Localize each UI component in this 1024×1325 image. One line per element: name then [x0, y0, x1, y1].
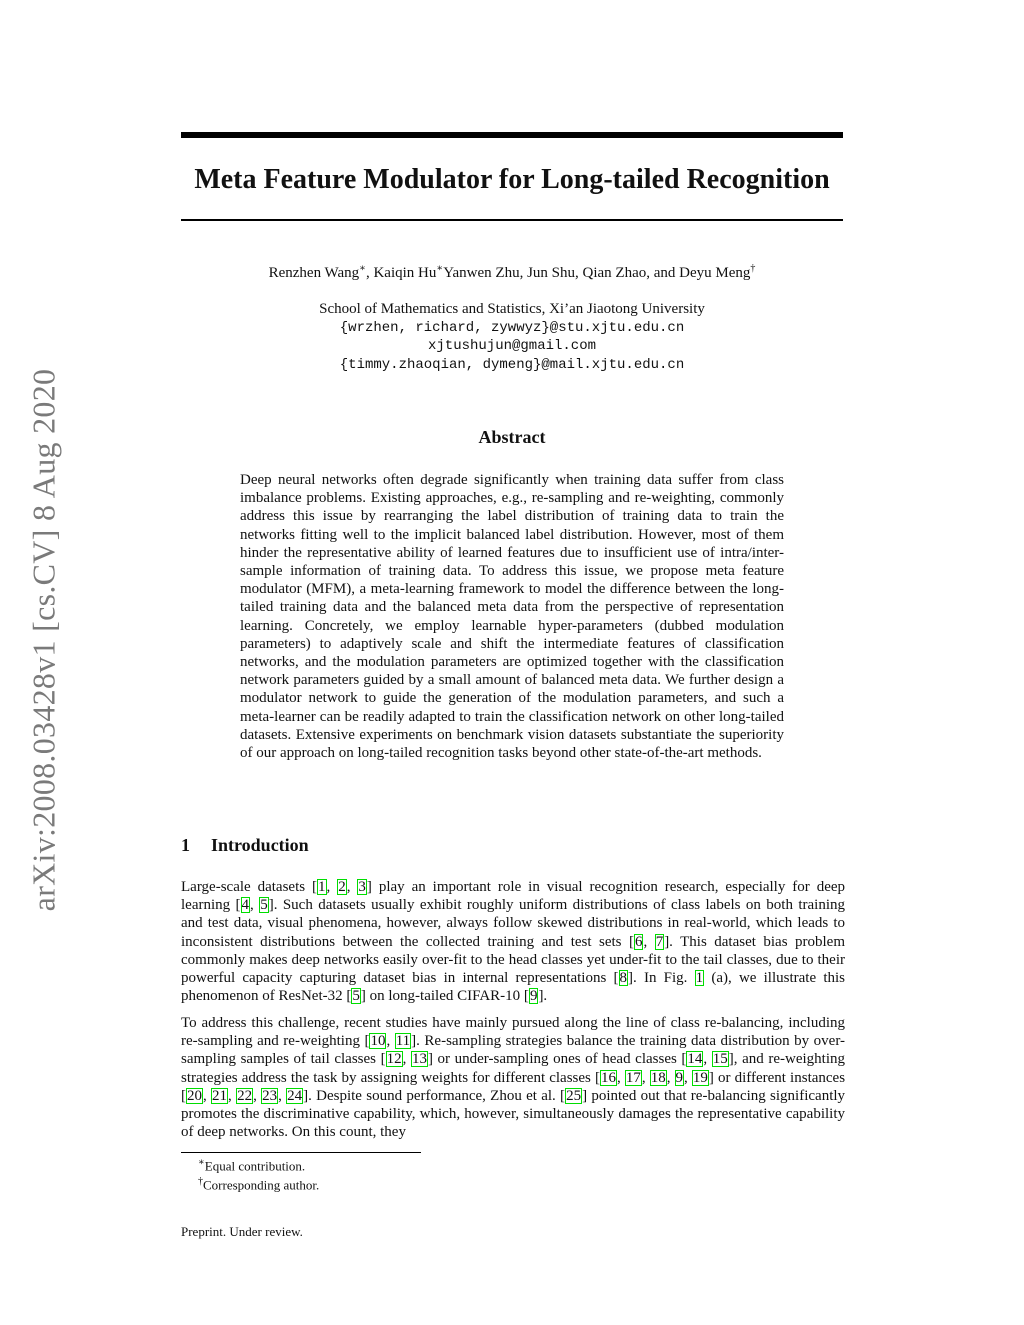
title-rule-top	[181, 132, 843, 138]
citation-separator: ,	[326, 879, 338, 895]
citation-link[interactable]: 9	[529, 988, 538, 1005]
citation-separator: ,	[386, 1033, 395, 1050]
citation-separator: ,	[250, 897, 260, 914]
paragraph-text: ]. This dataset bias problem commonly makes deep networks easily over-fit to the head classes yet under-fit to the tail classes, due to their powerful capacity capturing dataset bias in internal representations [	[181, 933, 845, 987]
citation-separator: ,	[203, 1087, 212, 1104]
citation-link[interactable]: 23	[262, 1087, 278, 1104]
paragraph-text: (a), we illustrate this phenomenon of ResNet-32 [	[181, 970, 846, 1005]
citation-link[interactable]: 7	[655, 933, 664, 950]
footnote-equal-contribution	[198, 1157, 305, 1174]
citation-separator: ,	[684, 1069, 692, 1086]
paragraph-text: To address this challenge, recent studies have mainly pursued along the line of class re-balancing, including re-sampling and re-weighting [	[181, 1015, 845, 1050]
citation-link[interactable]: 21	[212, 1087, 228, 1104]
author-name: Yanwen Zhu, Jun Shu, Qian Zhao, and Deyu Meng	[443, 265, 751, 281]
email-line: {wrzhen, richard, zywwyz}@stu.xjtu.edu.cn	[339, 319, 685, 336]
affiliation-block	[181, 300, 843, 374]
citation-link[interactable]: 12	[386, 1051, 402, 1068]
citation-link[interactable]: 15	[712, 1051, 728, 1068]
citation-separator: ,	[253, 1087, 262, 1104]
paragraph-text: ]. In Fig.	[628, 970, 695, 987]
arxiv-stamp: arXiv:2008.03428v1 [cs.CV] 8 Aug 2020	[25, 368, 62, 912]
footnote-mark: †	[198, 1176, 203, 1187]
citation-link[interactable]: 6	[634, 933, 643, 950]
paragraph-text: ] on long-tailed CIFAR-10 [	[360, 988, 529, 1005]
affiliation-school: School of Mathematics and Statistics, Xi’an Jiaotong University	[319, 301, 705, 317]
footnote-mark: ∗	[198, 1157, 205, 1168]
citation-link[interactable]: 10	[370, 1033, 386, 1050]
paragraph-text: ], and re-weighting strategies address the task by assigning weights for different classes [	[181, 1051, 846, 1086]
citation-link[interactable]: 22	[237, 1087, 253, 1104]
citation-link[interactable]: 3	[358, 879, 366, 895]
preprint-footer: Preprint. Under review.	[181, 1224, 303, 1239]
corresponding-author-mark: †	[750, 263, 756, 274]
paragraph-text: ]. Such datasets usually exhibit roughly uniform distributions of class labels on both training and test data, visual phenomena, however, always follow skewed distributions in real-world, which leads to inconsistent distributions between the collected training and test sets [	[181, 897, 846, 950]
paragraph-text: ].	[538, 988, 548, 1005]
citation-separator: ,	[228, 1087, 237, 1104]
section-title: Introduction	[211, 835, 309, 855]
paragraph-text: ] or different instances [	[181, 1069, 846, 1104]
citation-link[interactable]: 1	[318, 879, 326, 895]
intro-paragraph-2	[181, 1014, 845, 1141]
figure-link[interactable]: 1	[695, 970, 704, 987]
citation-link[interactable]: 16	[600, 1069, 616, 1086]
paragraph-text: ] play an important role in visual recognition research, especially for deep learning [	[181, 879, 846, 914]
footnote-corresponding-author	[198, 1176, 319, 1193]
paragraph-text: Large-scale datasets [	[181, 879, 318, 895]
equal-contribution-mark: ∗	[359, 263, 366, 274]
citation-separator: ,	[643, 933, 655, 950]
citation-link[interactable]: 2	[338, 879, 346, 895]
paper-title: Meta Feature Modulator for Long-tailed Recognition	[194, 164, 830, 195]
abstract-text: Deep neural networks often degrade significantly when training data suffer from class imbalance problems. Existing approaches, e.g., re-sampling and re-weighting, commonly address this issue by rearranging the label distribution of training data to train the networks fitting well to the implicit balanced label distribution. However, most of them hinder the representative ability of learned features due to insufficient use of intra/inter-sample information of training data. To address this issue, we propose meta feature modulator (MFM), a meta-learning framework to model the difference between the long-tailed training data and the balanced meta data from the perspective of representation learning. Concretely, we employ learnable hyper-parameters (dubbed modulation parameters) to adaptively scale and shift the intermediate features of classification networks, and the modulation parameters are optimized together with the classification network parameters guided by a small amount of balanced meta data. We further design a modulator network to guide the generation of the modulation parameters, and such a meta-learner can be readily adapted to train the classification network on other long-tailed datasets. Extensive experiments on benchmark vision datasets substantiate the superiority of our approach on long-tailed recognition tasks beyond other state-of-the-art methods.	[240, 472, 784, 762]
footnote-text: Corresponding author.	[203, 1177, 320, 1193]
citation-separator: ,	[641, 1069, 650, 1086]
paragraph-text: ]. Re-sampling strategies balance the training data distribution by over-sampling samples of tail classes [	[181, 1033, 846, 1068]
abstract-heading: Abstract	[478, 427, 546, 447]
citation-separator: ,	[278, 1087, 287, 1104]
equal-contribution-mark: ∗	[436, 263, 444, 274]
citation-separator: ,	[666, 1069, 675, 1086]
citation-separator: ,	[703, 1051, 712, 1068]
citation-link[interactable]: 25	[566, 1087, 582, 1104]
citation-link[interactable]: 18	[650, 1069, 666, 1086]
paragraph-text: ] pointed out that re-balancing significantly promotes the discriminative capability, which, however, simultaneously damages the representative capability of deep networks. On this count, they	[181, 1087, 846, 1141]
citation-link[interactable]: 4	[241, 897, 250, 914]
citation-link[interactable]: 8	[619, 970, 627, 987]
citation-link[interactable]: 5	[352, 988, 360, 1005]
citation-link[interactable]: 20	[187, 1087, 202, 1104]
footnote-rule	[181, 1152, 421, 1153]
citation-link[interactable]: 9	[675, 1069, 684, 1086]
citation-link[interactable]: 13	[411, 1051, 427, 1068]
title-rule-bottom	[181, 219, 843, 221]
citation-link[interactable]: 19	[692, 1069, 708, 1086]
paragraph-text: ] or under-sampling ones of head classes [	[427, 1051, 687, 1068]
section-heading	[181, 835, 309, 856]
citation-separator: ,	[346, 879, 358, 895]
paragraph-text: ]. Despite sound performance, Zhou et al. [	[303, 1087, 566, 1104]
author-name: , Kaiqin Hu	[365, 265, 437, 281]
citation-separator: ,	[402, 1051, 411, 1068]
citation-separator: ,	[616, 1069, 625, 1086]
citation-link[interactable]: 5	[260, 897, 268, 914]
citation-link[interactable]: 14	[687, 1051, 703, 1068]
email-line: xjtushujun@gmail.com	[427, 338, 597, 354]
author-list	[181, 263, 843, 282]
intro-paragraph-1	[181, 878, 845, 1005]
section-number: 1	[181, 835, 190, 855]
citation-link[interactable]: 24	[287, 1087, 303, 1104]
author-name: Renzhen Wang	[268, 265, 360, 281]
citation-link[interactable]: 11	[395, 1033, 411, 1050]
email-line: {timmy.zhaoqian, dymeng}@mail.xjtu.edu.cn	[339, 356, 685, 373]
citation-link[interactable]: 17	[625, 1069, 641, 1086]
footnote-text: Equal contribution.	[204, 1158, 306, 1174]
